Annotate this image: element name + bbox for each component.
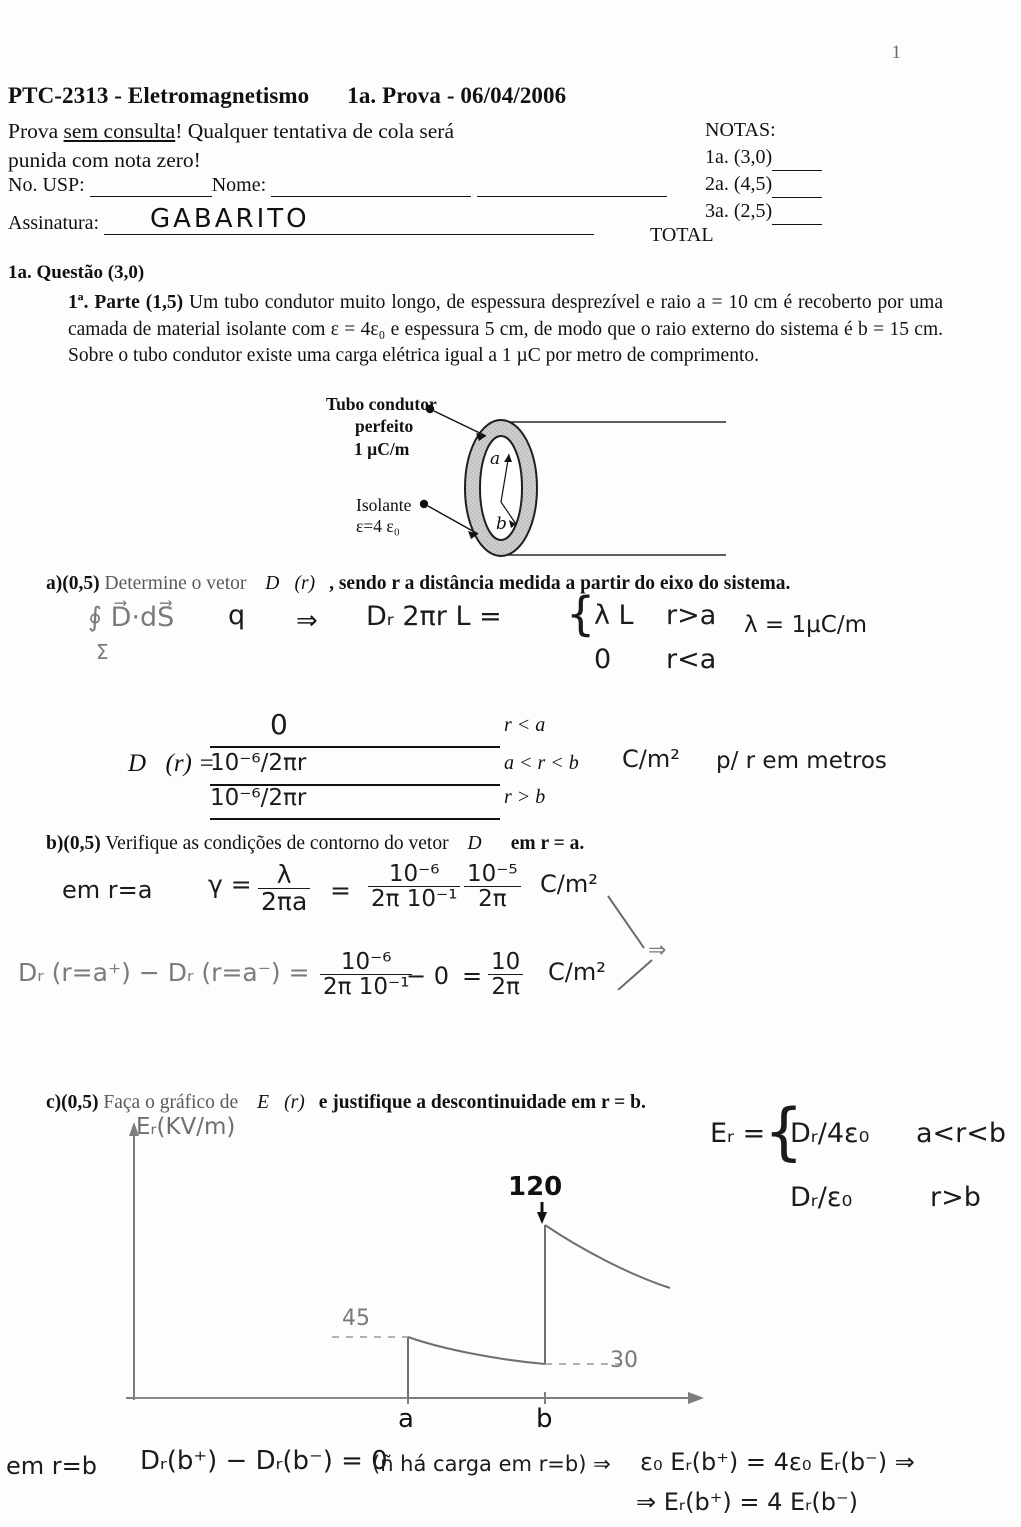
electric-field-chart bbox=[110, 1110, 730, 1434]
chart-xtick-a: a bbox=[398, 1404, 414, 1434]
chart-annotation-45: 45 bbox=[342, 1306, 370, 1331]
figure-radius-b-label: b bbox=[496, 514, 507, 534]
part-b-frac3-numerator: 10⁻⁵ bbox=[467, 861, 518, 887]
part-b-frac2-denominator: 2π 10⁻¹ bbox=[368, 886, 460, 911]
grade-row-3 bbox=[705, 198, 822, 225]
part-b-fraction-3 bbox=[464, 862, 521, 911]
part-c-side-row1-condition: a<r<b bbox=[916, 1118, 1007, 1149]
grade-row-1 bbox=[705, 144, 822, 171]
part-b-frac5-denominator: 2π bbox=[488, 974, 523, 999]
part-a-points: (0,5) bbox=[62, 573, 100, 594]
figure-label-insulator-line2: ε=4 ε₀ bbox=[356, 516, 400, 536]
electric-field-chart-svg bbox=[110, 1110, 730, 1420]
part-b-line2-lhs: Dᵣ (r=a⁺) − Dᵣ (r=a⁻) = bbox=[18, 958, 310, 987]
d-result-row3-condition: r > b bbox=[504, 786, 546, 808]
d-result-units: C/m² bbox=[622, 745, 680, 773]
part-b-fraction-1 bbox=[258, 862, 310, 916]
d-result-row3-value: 10⁻⁶/2πr bbox=[210, 785, 307, 811]
part-b-frac3-denominator: 2π bbox=[464, 886, 521, 911]
part-c-side-row2-value: Dᵣ/ε₀ bbox=[790, 1182, 853, 1213]
question-part-label: 1ª. Parte (1,5) bbox=[68, 292, 184, 313]
grade-input-1[interactable] bbox=[772, 152, 822, 171]
name-input-cont[interactable] bbox=[477, 177, 667, 197]
part-b-symbol: D⃗ bbox=[467, 833, 497, 854]
signature-label: Assinatura: bbox=[8, 212, 100, 234]
part-c-marker: c) bbox=[46, 1092, 62, 1113]
gauss-case2-value: 0 bbox=[594, 644, 612, 675]
part-b-prompt bbox=[46, 833, 584, 855]
part-b-prompt-post: em r = a. bbox=[510, 833, 585, 854]
grades-box bbox=[705, 117, 822, 225]
instructions-line2: punida com nota zero! bbox=[8, 148, 201, 172]
figure-label-insulator-line1: Isolante bbox=[356, 495, 412, 515]
instructions-pre: Prova bbox=[8, 119, 64, 143]
part-a-prompt bbox=[46, 573, 790, 595]
figure-label-conductor-line2: perfeito bbox=[355, 416, 414, 436]
part-a-symbol: D⃗(r) bbox=[265, 573, 316, 594]
d-result-lhs: D⃗(r) = bbox=[128, 750, 215, 777]
bottom-note-line2: ⇒ Eᵣ(b⁺) = 4 Eᵣ(b⁻) bbox=[636, 1488, 859, 1516]
gauss-case1-value: λ L bbox=[594, 600, 634, 631]
grade-row-2 bbox=[705, 171, 822, 198]
total-label: TOTAL bbox=[650, 224, 714, 246]
part-b-units-1: C/m² bbox=[540, 870, 598, 898]
d-result-row2-condition: a < r < b bbox=[504, 752, 579, 774]
page-number: 1 bbox=[891, 42, 901, 63]
part-b-fraction-5 bbox=[488, 950, 523, 999]
part-a-prompt-pre: Determine o vetor bbox=[104, 573, 247, 594]
part-c-side-formula-brace: { bbox=[764, 1095, 804, 1168]
d-result-row1-value: 0 bbox=[270, 708, 288, 741]
part-b-points: (0,5) bbox=[63, 833, 101, 854]
part-b-implies-arrow: ⇒ bbox=[648, 938, 667, 963]
chart-annotation-30: 30 bbox=[610, 1348, 638, 1373]
student-id-line bbox=[8, 174, 667, 197]
exam-title bbox=[8, 83, 566, 109]
course-code: PTC-2313 - Eletromagnetismo bbox=[8, 83, 310, 108]
grade-label-2: 2a. (4,5) bbox=[705, 173, 773, 195]
figure-label-conductor-line3: 1 µC/m bbox=[354, 439, 410, 459]
part-b-frac2-numerator: 10⁻⁶ bbox=[388, 861, 440, 887]
part-b-units-2: C/m² bbox=[548, 958, 606, 986]
part-b-line1-prefix: em r=a bbox=[62, 876, 153, 904]
part-a-marker: a) bbox=[46, 573, 63, 594]
part-b-sigma-symbol: γ = bbox=[208, 870, 252, 899]
part-b-marker: b) bbox=[46, 833, 64, 854]
part-b-prompt-pre: Verifique as condições de contorno do vetor bbox=[105, 833, 449, 854]
part-b-equals-1: = bbox=[330, 876, 351, 905]
gauss-charge-symbol: q bbox=[228, 600, 246, 631]
part-b-fraction-2 bbox=[368, 862, 460, 911]
bottom-note-line1-d: ε₀ Eᵣ(b⁺) = 4ε₀ Eᵣ(b⁻) ⇒ bbox=[640, 1448, 915, 1476]
bottom-note-line1-c: (ñ há carga em r=b) ⇒ bbox=[372, 1452, 611, 1476]
gauss-surface-subscript: Σ bbox=[96, 640, 109, 664]
exam-instructions bbox=[8, 117, 708, 175]
chart-xtick-b: b bbox=[536, 1404, 553, 1434]
figure-label-conductor-line1: Tubo condutor bbox=[326, 394, 437, 414]
part-b-frac5-numerator: 10 bbox=[491, 949, 521, 975]
part-c-symbol: E⃗(r) bbox=[257, 1092, 305, 1113]
gauss-case1-condition: r>a bbox=[666, 600, 717, 631]
grades-title: NOTAS: bbox=[705, 119, 776, 141]
part-b-fraction-4 bbox=[320, 950, 412, 999]
chart-annotation-120: 120 bbox=[508, 1172, 563, 1202]
gauss-lhs: Dᵣ 2πr L = bbox=[366, 601, 502, 632]
gauss-case-brace: { bbox=[566, 587, 596, 641]
instructions-post: ! Qualquer tentativa de cola será bbox=[175, 119, 454, 143]
d-result-note: p/ r em metros bbox=[716, 748, 887, 774]
gauss-integral-symbol: ∮ D⃗·dS⃗ bbox=[88, 602, 175, 633]
grade-label-1: 1a. (3,0) bbox=[705, 146, 773, 168]
signature-handwritten-value: GABARITO bbox=[150, 204, 310, 234]
question-statement bbox=[68, 290, 943, 370]
part-c-prompt-post: e justifique a descontinuidade em r = b. bbox=[318, 1092, 646, 1113]
tube-cross-section-figure bbox=[326, 392, 726, 560]
figure-radius-a-label: a bbox=[490, 449, 501, 469]
grade-input-3[interactable] bbox=[772, 206, 822, 225]
grade-input-2[interactable] bbox=[772, 179, 822, 198]
part-b-frac4-denominator: 2π 10⁻¹ bbox=[320, 974, 412, 999]
part-a-prompt-post: , sendo r a distância medida a partir do eixo do sistema. bbox=[329, 573, 791, 594]
part-c-prompt-pre: Faça o gráfico de bbox=[103, 1092, 239, 1113]
d-result-row2-value: 10⁻⁶/2πr bbox=[210, 750, 307, 776]
part-b-minus-zero: − 0 bbox=[406, 962, 450, 990]
usp-label: No. USP: bbox=[8, 174, 85, 196]
part-c-side-row1-value: Dᵣ/4ε₀ bbox=[790, 1118, 870, 1149]
exam-label: 1a. Prova - 06/04/2006 bbox=[347, 83, 567, 108]
name-input[interactable] bbox=[271, 177, 471, 197]
part-b-frac1-numerator: λ bbox=[276, 860, 292, 889]
part-c-side-row2-condition: r>b bbox=[930, 1182, 981, 1213]
part-c-side-formula-lhs: Eᵣ = bbox=[710, 1118, 766, 1149]
question-heading: 1a. Questão (3,0) bbox=[8, 262, 145, 283]
d-result-piecewise bbox=[210, 708, 500, 820]
bottom-note-line1-a: em r=b bbox=[6, 1452, 97, 1480]
part-b-frac4-numerator: 10⁻⁶ bbox=[340, 949, 392, 975]
part-b-frac1-denominator: 2πa bbox=[258, 888, 310, 915]
chart-y-axis-label: Eᵣ(KV/m) bbox=[136, 1114, 236, 1140]
part-b-equals-2: = bbox=[462, 962, 483, 990]
usp-input[interactable] bbox=[90, 177, 212, 197]
grade-label-3: 3a. (2,5) bbox=[705, 200, 773, 222]
gauss-case2-condition: r<a bbox=[666, 644, 717, 675]
bottom-note-line1-b: Dᵣ(b⁺) − Dᵣ(b⁻) = 0 bbox=[140, 1446, 388, 1476]
instructions-underlined: sem consulta bbox=[63, 119, 176, 143]
lambda-note: λ = 1µC/m bbox=[744, 612, 867, 638]
gauss-implies-arrow: ⇒ bbox=[296, 606, 318, 636]
question-statement-text: Um tubo condutor muito longo, de espessura desprezível e raio a = 10 cm é recoberto por uma camada de material isolante com ε = 4ε₀ e espessura 5 cm, de modo que o raio externo do sistema é b = 15 cm. Sobre o tubo condutor existe uma carga elétrica igual a 1 µC por metro de comprimento. bbox=[68, 292, 943, 366]
name-label: Nome: bbox=[211, 174, 267, 196]
part-c-points: (0,5) bbox=[61, 1092, 99, 1113]
d-result-row1-condition: r < a bbox=[504, 714, 546, 736]
